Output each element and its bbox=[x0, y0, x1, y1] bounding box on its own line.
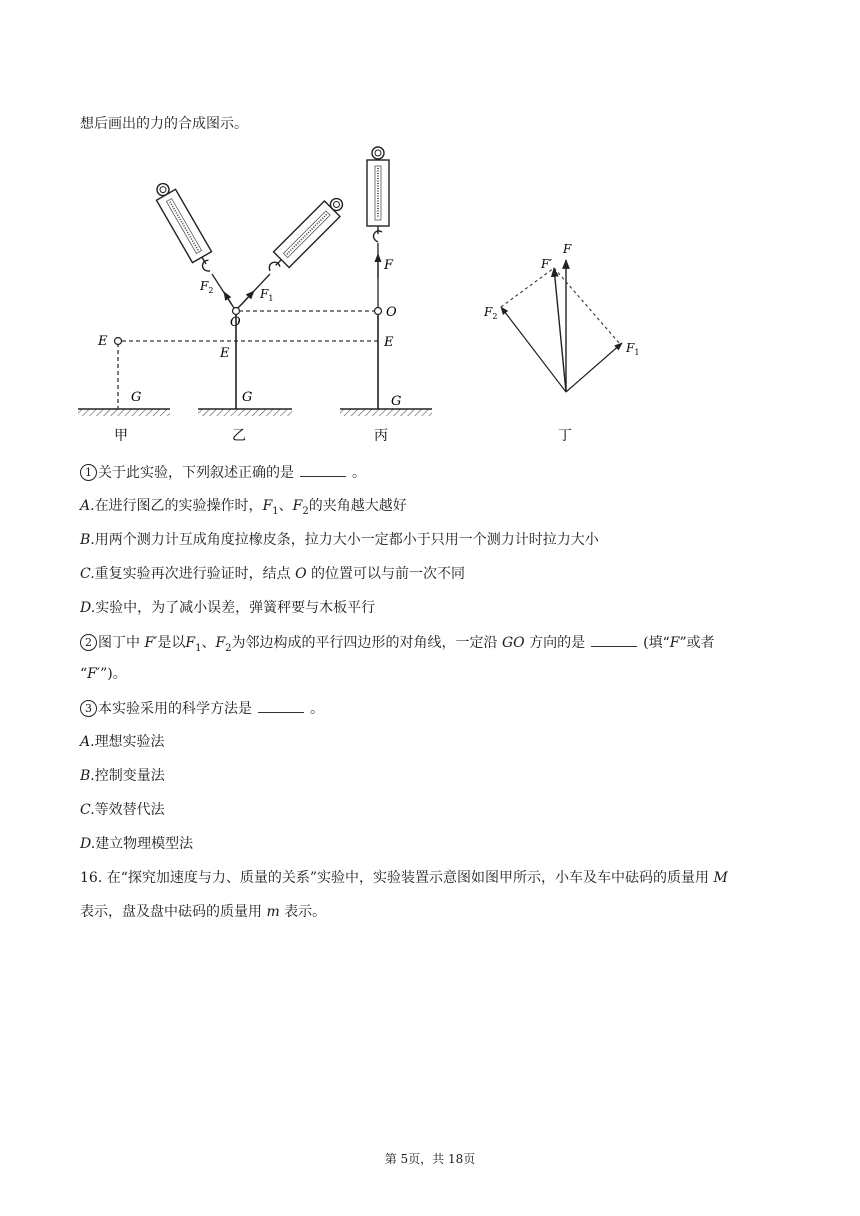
label-F2-ding: $F_2$ bbox=[484, 305, 498, 321]
vector-F-prime bbox=[554, 268, 566, 392]
q3-option-c: C.等效替代法 bbox=[80, 802, 165, 818]
arrow-F1-yi bbox=[241, 291, 254, 305]
label-E-bing: E bbox=[384, 335, 394, 350]
label-F2-yi: $F_2$ bbox=[200, 279, 214, 295]
q1-stem: 1 关于此实验，下列叙述正确的是 。 bbox=[80, 462, 366, 483]
label-E-jia: E bbox=[98, 334, 108, 349]
arrow-F2-yi bbox=[224, 292, 232, 305]
q1-number: 1 bbox=[80, 464, 97, 481]
knot-O-bing bbox=[375, 308, 382, 315]
vector-F2 bbox=[501, 307, 566, 392]
q2-stem-line1: 2 图丁中 F′是以$F_1$、$F_2$为邻边构成的平行四边形的对角线，一定沿 GO 方向的是 (填“F”或者 bbox=[80, 632, 715, 659]
label-E-yi: E bbox=[220, 346, 230, 361]
knot-O-yi bbox=[233, 308, 240, 315]
dashed-side-right bbox=[554, 268, 620, 344]
caption-yi: 乙 bbox=[232, 428, 246, 444]
q3-stem: 3 本实验采用的科学方法是 。 bbox=[80, 698, 324, 719]
point-E-jia bbox=[115, 338, 122, 345]
q3-answer-blank[interactable] bbox=[258, 698, 304, 713]
vector-F1 bbox=[566, 343, 622, 392]
label-G-jia: G bbox=[131, 390, 142, 405]
caption-bing: 丙 bbox=[374, 428, 388, 444]
q2-answer-blank[interactable] bbox=[591, 632, 637, 647]
force-composition-figure bbox=[70, 138, 670, 450]
q3-option-b: B.控制变量法 bbox=[80, 768, 165, 784]
q2-number: 2 bbox=[80, 634, 97, 651]
label-F-bing: F bbox=[384, 258, 394, 273]
intro-line: 想后画出的力的合成图示。 bbox=[80, 116, 248, 132]
q16-line1: 16. 在“探究加速度与力、质量的关系”实验中，实验装置示意图如图甲所示，小车及车中砝码的质量用 M bbox=[80, 870, 728, 886]
q16-number: 16. bbox=[80, 870, 103, 886]
label-O-yi: O bbox=[230, 315, 241, 330]
ground-bing bbox=[340, 409, 432, 416]
page-footer: 第 5页，共 18页 bbox=[384, 1152, 476, 1166]
spring-balance-right bbox=[262, 193, 348, 279]
label-G-bing: G bbox=[391, 394, 402, 409]
label-F-prime-ding: F′ bbox=[541, 257, 553, 271]
label-F1-ding: $F_1$ bbox=[626, 341, 640, 357]
q1-option-c: C.重复实验再次进行验证时，结点 O 的位置可以与前一次不同 bbox=[80, 566, 466, 582]
dashed-side-left bbox=[501, 268, 554, 307]
ground-jia bbox=[78, 409, 170, 416]
q2-stem-line2: “F′”)。 bbox=[80, 666, 127, 682]
caption-ding: 丁 bbox=[558, 428, 572, 444]
vector-diagram-ding bbox=[483, 242, 639, 392]
spring-balance-left bbox=[150, 179, 219, 277]
label-G-yi: G bbox=[242, 390, 253, 405]
q1-answer-blank[interactable] bbox=[300, 462, 346, 477]
q3-option-a: A.理想实验法 bbox=[80, 734, 165, 750]
label-O-bing: O bbox=[386, 305, 397, 320]
ground-yi bbox=[198, 409, 292, 416]
caption-jia: 甲 bbox=[114, 428, 128, 444]
q1-option-a: A.在进行图乙的实验操作时，$F_1$、$F_2$的夹角越大越好 bbox=[80, 498, 407, 517]
label-F1-yi: $F_1$ bbox=[260, 287, 274, 303]
q1-option-b: B.用两个测力计互成角度拉橡皮条，拉力大小一定都小于只用一个测力计时拉力大小 bbox=[80, 532, 599, 548]
q3-option-d: D.建立物理模型法 bbox=[80, 836, 194, 852]
q3-number: 3 bbox=[80, 700, 97, 717]
q16-line2: 表示，盘及盘中砝码的质量用 m 表示。 bbox=[80, 904, 327, 920]
spring-balance-vertical bbox=[367, 147, 389, 242]
q1-option-d: D.实验中，为了减小误差，弹簧秤要与木板平行 bbox=[80, 600, 376, 616]
label-F-ding: F bbox=[563, 242, 572, 256]
